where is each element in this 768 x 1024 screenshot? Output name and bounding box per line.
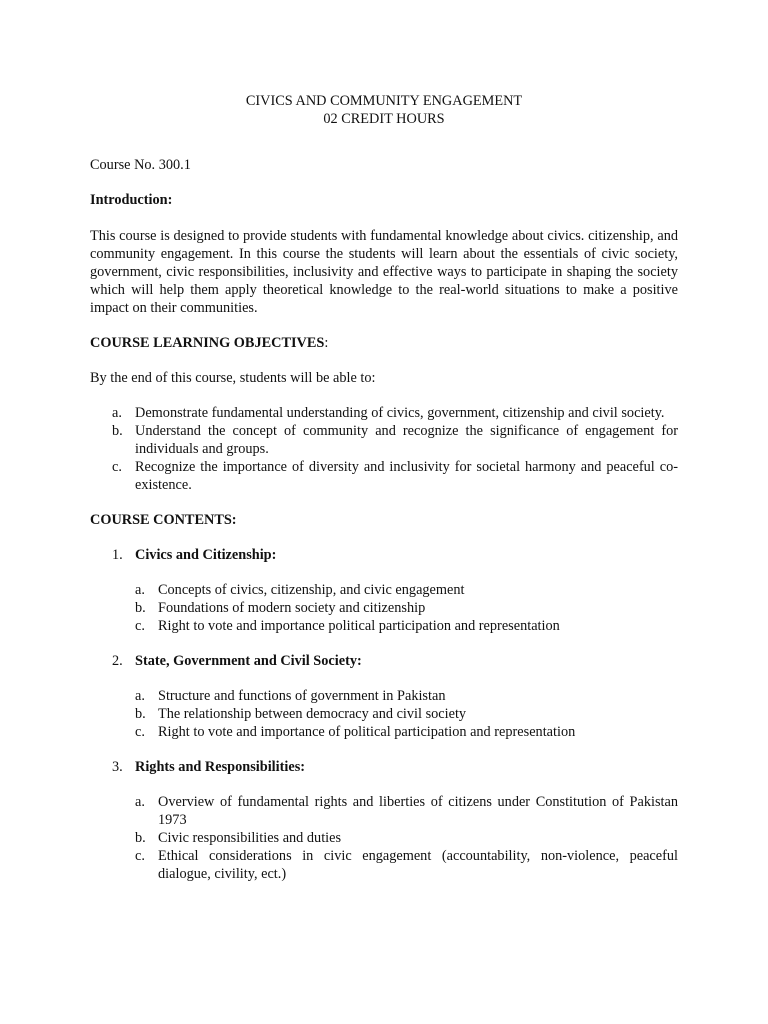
section-number: 3. (112, 759, 123, 775)
objective-item (90, 458, 678, 494)
introduction-heading: Introduction: (90, 192, 173, 208)
list-marker: a. (135, 794, 145, 810)
section-item (90, 599, 678, 617)
introduction-text: This course is designed to provide students with fundamental knowledge about civics. citizenship, and community engagement. In this course the students will learn about the essentials of civic society, government, civic responsibilities, inclusivity and effective ways to participate in shaping the society which will help them apply theoretical knowledge to the real-world situations to make a positive impact on their communities. (90, 228, 678, 316)
section-items (90, 687, 678, 741)
list-marker: b. (112, 423, 123, 439)
section-number: 1. (112, 547, 123, 563)
section-number: 2. (112, 653, 123, 669)
section-items (90, 793, 678, 883)
list-marker: c. (135, 848, 145, 864)
list-marker: c. (112, 459, 122, 475)
document-title: CIVICS AND COMMUNITY ENGAGEMENT (245, 93, 523, 109)
contents-heading: COURSE CONTENTS: (90, 512, 237, 528)
section-item (90, 793, 678, 829)
section-item (90, 723, 678, 741)
section-item (90, 617, 678, 635)
section-item-text: Overview of fundamental rights and liberties of citizens under Constitution of Pakistan 1973 (158, 794, 678, 828)
list-marker: c. (135, 618, 145, 634)
content-section (90, 652, 678, 741)
section-title (90, 546, 678, 564)
objective-text: Demonstrate fundamental understanding of civics, government, citizenship and civil society. (135, 405, 665, 421)
list-marker: a. (112, 405, 122, 421)
list-marker: c. (135, 724, 145, 740)
section-item-text: Foundations of modern society and citizenship (158, 600, 426, 616)
credit-hours: 02 CREDIT HOURS (323, 111, 445, 127)
section-item-text: Right to vote and importance political participation and representation (158, 618, 560, 634)
objectives-lead: By the end of this course, students will be able to: (90, 370, 376, 386)
objectives-heading (90, 334, 678, 352)
objective-item (90, 404, 678, 422)
section-item-text: The relationship between democracy and civil society (158, 706, 467, 722)
section-item-text: Concepts of civics, citizenship, and civic engagement (158, 582, 465, 598)
document-page (90, 92, 678, 900)
section-item-text: Civic responsibilities and duties (158, 830, 342, 846)
section-item-text: Right to vote and importance of political participation and representation (158, 724, 576, 740)
section-item (90, 687, 678, 705)
list-marker: b. (135, 600, 146, 616)
contents-sections (90, 546, 678, 883)
section-title (90, 652, 678, 670)
section-item (90, 705, 678, 723)
content-section (90, 758, 678, 883)
objectives-list (90, 404, 678, 494)
section-item-text: Ethical considerations in civic engagement (accountability, non-violence, peaceful dialogue, civility, ect.) (158, 848, 678, 882)
section-item (90, 581, 678, 599)
list-marker: a. (135, 688, 145, 704)
section-title-text: Civics and Citizenship: (135, 547, 277, 563)
section-title-text: State, Government and Civil Society: (135, 653, 362, 669)
objective-text: Recognize the importance of diversity and inclusivity for societal harmony and peaceful co-existence. (135, 459, 678, 493)
section-item-text: Structure and functions of government in Pakistan (158, 688, 446, 704)
section-title (90, 758, 678, 776)
section-items (90, 581, 678, 635)
section-item (90, 829, 678, 847)
content-section (90, 546, 678, 635)
course-number: Course No. 300.1 (90, 157, 191, 173)
list-marker: b. (135, 830, 146, 846)
objective-text: Understand the concept of community and recognize the significance of engagement for individuals and groups. (135, 423, 678, 457)
objectives-heading-text: COURSE LEARNING OBJECTIVES (90, 335, 325, 351)
list-marker: b. (135, 706, 146, 722)
objectives-heading-colon: : (324, 335, 329, 351)
list-marker: a. (135, 582, 145, 598)
section-title-text: Rights and Responsibilities: (135, 759, 306, 775)
section-item (90, 847, 678, 883)
objective-item (90, 422, 678, 458)
